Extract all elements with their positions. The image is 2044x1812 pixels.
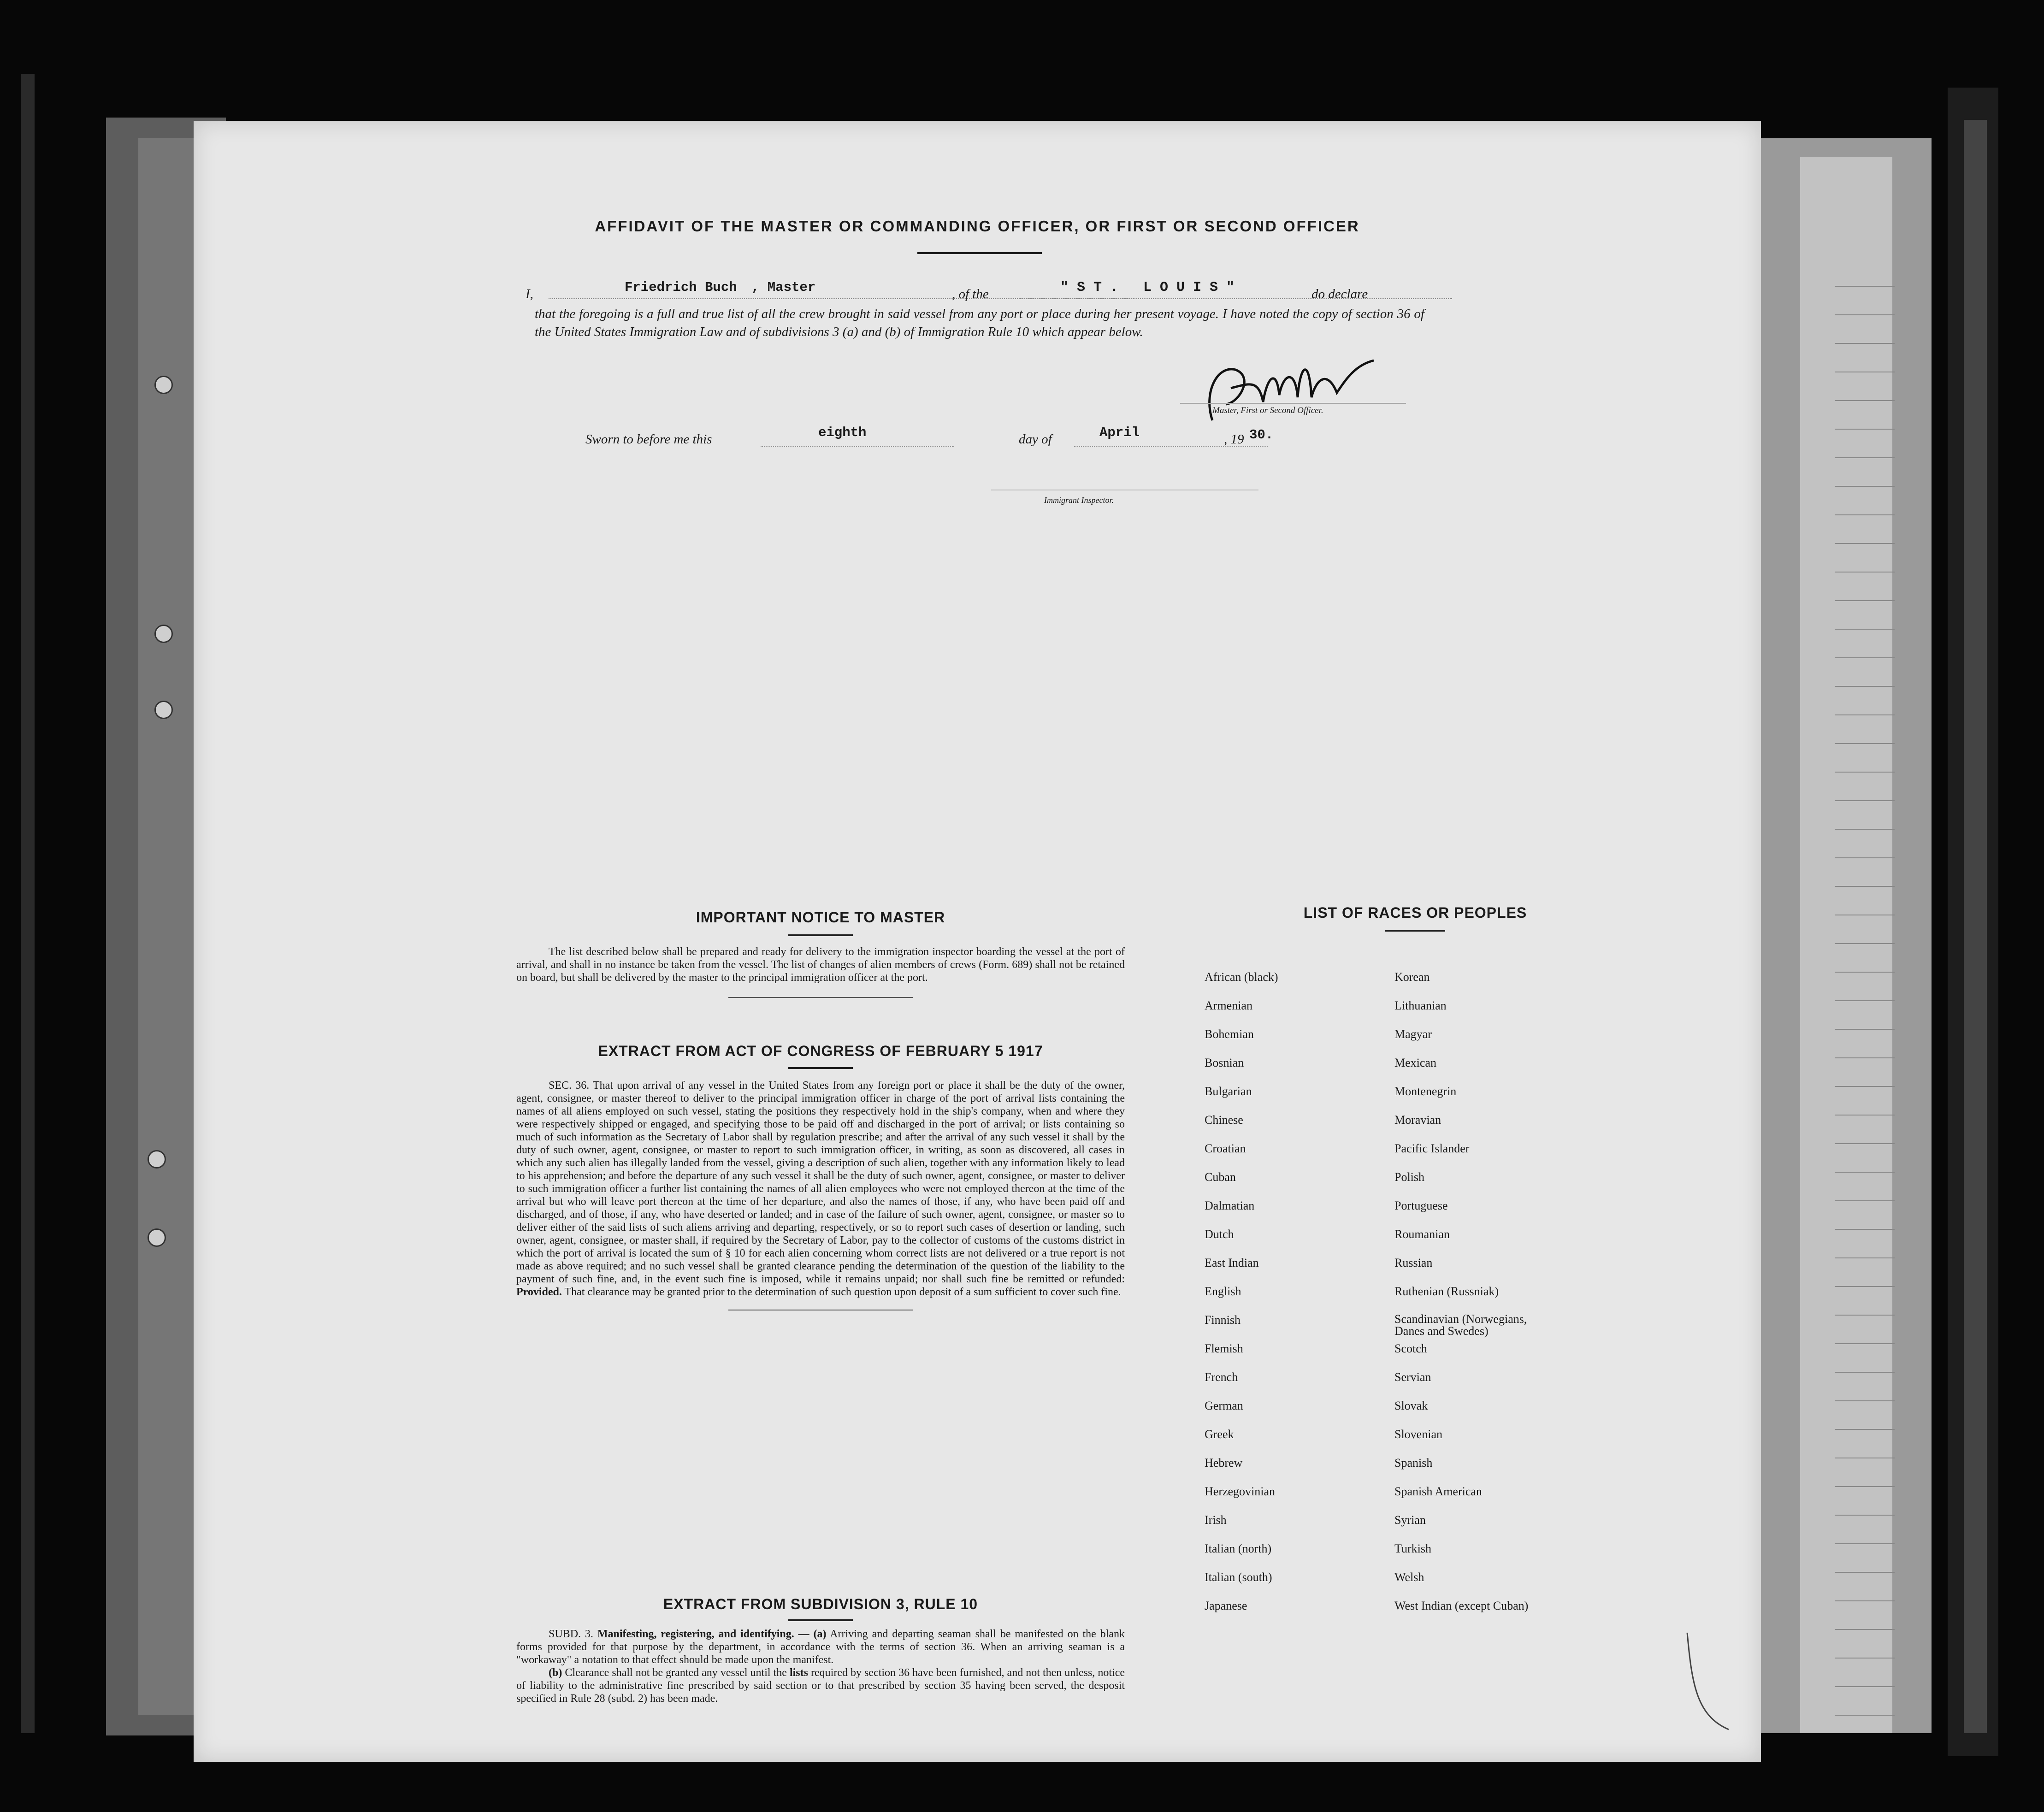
race-right-item: Ruthenian (Russniak) [1394,1285,1499,1298]
race-left-item: Japanese [1205,1599,1247,1612]
race-left-item: Chinese [1205,1113,1243,1127]
important-notice-section [516,909,1125,998]
race-right-item: Turkish [1394,1542,1431,1555]
race-left-item: Dalmatian [1205,1199,1255,1212]
day-of-label: day of [1019,432,1052,447]
race-left-item: East Indian [1205,1256,1259,1269]
sworn-day: eighth [818,425,867,440]
race-right-item: West Indian (except Cuban) [1394,1599,1529,1612]
subd-a-label: (a) [813,1628,827,1640]
race-right-item: Scotch [1394,1342,1427,1355]
sworn-prefix: Sworn to before me this [585,432,712,447]
extract-rule-section [516,1596,1125,1705]
race-right-item: Servian [1394,1370,1431,1384]
subd-b-paragraph [516,1666,1125,1705]
inspector-caption: Immigrant Inspector. [1044,496,1114,505]
fill-line [761,446,954,447]
subd-b-text-2: required by section 36 have been furnished, and not then unless, notice of liability to the administrative fine prescribed by said section or to that prescribed by section 35 having been served, the desposit specified in Rule 28 (subd. 2) has been made. [516,1667,1125,1705]
race-left-item: Flemish [1205,1342,1243,1355]
race-left-item: Armenian [1205,999,1252,1012]
declaration-text: that the foregoing is a full and true list of all the crew brought in said vessel from any port or place during her present voyage. I have noted the copy of section 36 of the United States Immigration Law and of subdivisions 3 (a) and (b) of Immigration Rule 10 which appear below. [535,307,1424,339]
race-right-item: Polish [1394,1170,1425,1184]
race-left-item: Italian (south) [1205,1570,1272,1584]
notice-title: IMPORTANT NOTICE TO MASTER [696,909,945,926]
of-the-label: , of the [952,287,989,301]
extract-act-body: SEC. 36. That upon arrival of any vessel in the United States from any foreign port or place it shall be the duty of the owner, agent, consignee, or master thereof to deliver to the principal immigration officer in charge of the port of arrival lists containing the names of all aliens employed on such vessel, stating the positions they respectively hold in the ship's company, when and where they were respectively shipped or engaged, and specifying those to be paid off and discharged in the port of arrival; or lists containing so much of such information as the Secretary of Labor shall by regulation prescribe; and after the arrival of any such vessel it shall by the duty of such owner, agent, consignee, or master to report to such immigration officer, in writing, as soon as discovered, all cases in which any such alien has illegally landed from the vessel, giving a description of such alien, together with any information likely to lead to his apprehension; and before the departure of any such vessel it shall be the duty of such owner, agent, consignee, or master to deliver to such immigration officer a further list containing the names of all alien employees who were not employed thereon at the time of the arrival but who will leave port thereon at the time of her departure, and also the names of those, if any, who have been paid off and discharged, and of those, if any, who have deserted or landed; and in case of the failure of such owner, agent, consignee, or master so to deliver either of the said lists of such aliens arriving and departing, respectively, or so to report such cases of desertion or landing, such owner, agent, consignee, or master shall, if required by the Secretary of Labor, pay to the collector of customs of the customs district in which the port of arrival is located the sum of § 10 for each alien concerning whom correct lists are not delivered or a true report is not made as above required; and no such vessel shall be granted clearance pending the determination of the question of the liability to the payment of such fine, and, in the event such fine is imposed, while it remains unpaid; nor shall such fine be remitted or refunded: [516,1080,1125,1285]
races-rule [1385,930,1445,932]
extract-act-section [516,1043,1125,1310]
race-right-item: Montenegrin [1394,1085,1457,1098]
race-left-item: Bosnian [1205,1056,1244,1069]
race-right-item: Spanish [1394,1456,1433,1470]
race-left-item: Greek [1205,1428,1234,1441]
subd-a-paragraph [516,1628,1125,1666]
binder-hole-icon [154,701,173,719]
race-right-item: Portuguese [1394,1199,1448,1212]
subd-a-text: Arriving and departing seaman shall be manifested on the blank forms provided for that purpose by the department, in accordance with the terms of section 36. When an arriving seaman is a "workaway" a notation to that effect should be made upon the manifest. [516,1628,1125,1666]
race-left-item: Bulgarian [1205,1085,1252,1098]
notice-text: The list described below shall be prepared and ready for delivery to the immigration inspector boarding the vessel at the port of arrival, and shall in no instance be taken from the vessel. The list of changes of alien members of crews (Form. 689) shall not be retained on board, but shall be delivered by the master to the principal immigration officer at the port. [516,946,1125,984]
officer-name: Friedrich Buch [625,280,737,295]
officer-rank: , Master [751,280,816,295]
subd-b-text-1: Clearance shall not be granted any vessel until the [565,1667,787,1679]
extract-rule-title: EXTRACT FROM SUBDIVISION 3, RULE 10 [663,1596,978,1612]
race-right-item: Slovenian [1394,1428,1442,1441]
race-left-item: Herzegovinian [1205,1485,1276,1498]
binder-hole-icon [148,1228,166,1247]
declarant-prefix: I, [526,287,533,301]
extract-act-rule [788,1067,853,1069]
do-declare-label: do declare [1311,287,1368,301]
extract-rule-rule [788,1619,853,1621]
race-right-item: Scandinavian (Norwegians, Danes and Swedes) [1394,1312,1527,1338]
race-left-item: Italian (north) [1205,1542,1272,1555]
year-prefix: , 19 [1224,432,1244,447]
binder-hole-icon [154,376,173,394]
subd-b-label: (b) [549,1667,562,1679]
race-left-item: Dutch [1205,1228,1234,1241]
race-right-item: Pacific Islander [1394,1142,1470,1155]
binder-hole-icon [154,625,173,643]
race-right-item: Russian [1394,1256,1433,1269]
subd-heading: Manifesting, registering, and identifying. — [597,1628,809,1640]
binder-hole-icon [148,1150,166,1169]
race-right-item: Syrian [1394,1513,1426,1527]
race-right-item: Magyar [1394,1027,1432,1041]
extract-act-text [516,1079,1125,1299]
stray-pen-mark-icon [1683,1628,1738,1734]
race-right-item: Welsh [1394,1570,1424,1584]
races-title: LIST OF RACES OR PEOPLES [1303,904,1527,921]
race-left-item: Bohemian [1205,1027,1254,1041]
film-edge-left [21,74,35,1733]
notice-rule [788,934,853,936]
race-right-item: Slovak [1394,1399,1428,1412]
race-left-item: English [1205,1285,1241,1298]
race-right-item: Moravian [1394,1113,1441,1127]
sworn-month: April [1099,425,1140,440]
title-rule [917,252,1042,254]
race-left-item: German [1205,1399,1243,1412]
race-left-item: Irish [1205,1513,1227,1527]
document-page [194,121,1761,1762]
affidavit-title: AFFIDAVIT OF THE MASTER OR COMMANDING OFFICER, OR FIRST OR SECOND OFFICER [595,218,1360,235]
signature-line [1180,403,1406,404]
section-divider [728,997,913,998]
extract-act-title: EXTRACT FROM ACT OF CONGRESS OF FEBRUARY 5 1917 [598,1043,1043,1059]
extract-act-end: That clearance may be granted prior to the determination of such question upon deposit of a sum sufficient to cover such fine. [564,1286,1121,1298]
subd-b-lists: lists [789,1667,808,1679]
race-right-item: Lithuanian [1394,999,1447,1012]
race-left-item: Hebrew [1205,1456,1243,1470]
race-right-item: Roumanian [1394,1228,1450,1241]
race-left-item: French [1205,1370,1238,1384]
fill-line [1019,298,1452,299]
race-right-item: Korean [1394,970,1430,984]
ruled-lines-underlying [1835,258,1895,1733]
signature-caption: Master, First or Second Officer. [1212,406,1323,415]
year-suffix: 30. [1249,427,1274,443]
film-edge-right-inner [1964,120,1987,1733]
race-left-item: Croatian [1205,1142,1246,1155]
race-left-item: Cuban [1205,1170,1236,1184]
vessel-name: " S T . L O U I S " [1060,280,1235,295]
race-left-item: African (black) [1205,970,1278,984]
handwritten-signature-icon [1199,351,1383,434]
subd-prefix: SUBD. 3. [549,1628,593,1640]
race-left-item: Finnish [1205,1313,1241,1327]
race-right-item: Spanish American [1394,1485,1482,1498]
provided-label: Provided. [516,1286,562,1298]
race-right-item: Mexican [1394,1056,1436,1069]
